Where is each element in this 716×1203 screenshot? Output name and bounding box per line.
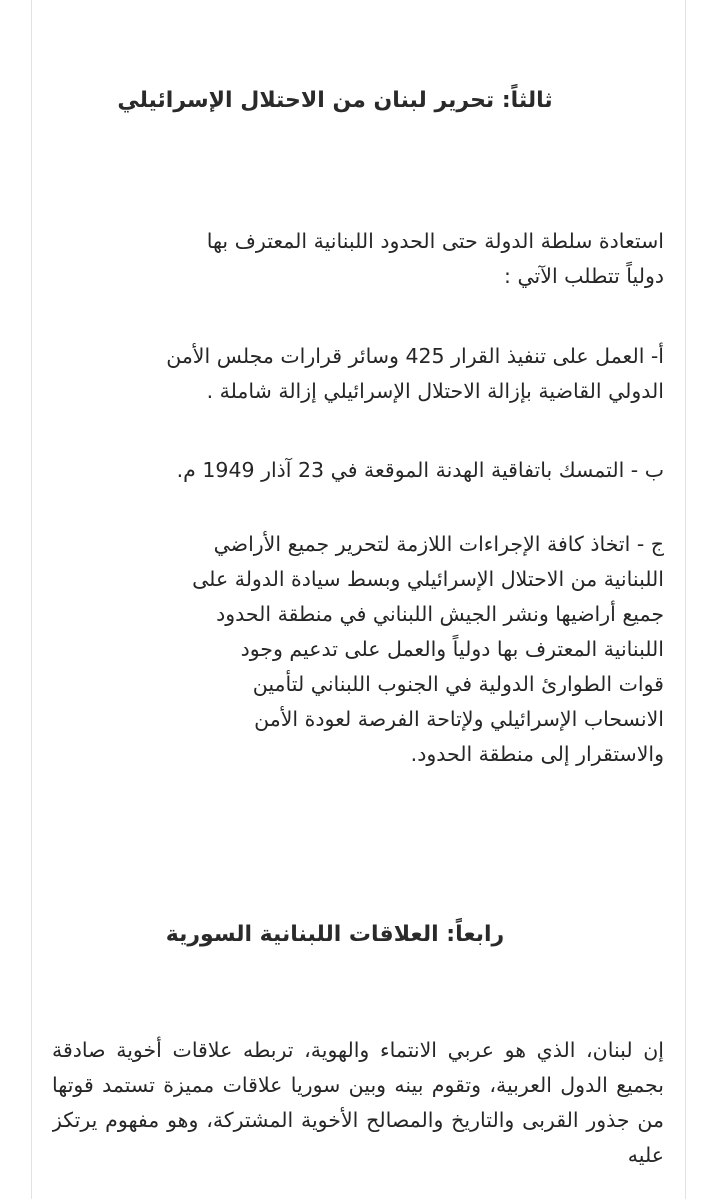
intro-paragraph <box>52 224 664 294</box>
section-heading-liberation: ثالثاً: تحرير لبنان من الاحتلال الإسرائيلي <box>117 88 553 113</box>
item-c-line-3: جميع أراضيها ونشر الجيش اللبناني في منطقة الحدود <box>216 602 664 626</box>
item-c-line-7: والاستقرار إلى منطقة الحدود. <box>410 742 664 766</box>
item-c-line-4: اللبنانية المعترف بها دولياً والعمل على تدعيم وجود <box>240 637 664 661</box>
section4-body-paragraph: إن لبنان، الذي هو عربي الانتماء والهوية، تربطه علاقات أخوية صادقة بجميع الدول العربية، وتقوم بينه وبين سوريا علاقات مميزة تستمد قوتها من جذور القربى والتاريخ والمصالح الأخوية المشتركة، وهو مفهوم يرتكز عليه <box>52 1038 664 1167</box>
section-heading-lebanese-syrian-relations: رابعاً: العلاقات اللبنانية السورية <box>165 922 505 947</box>
item-c-line-2: اللبنانية من الاحتلال الإسرائيلي وبسط سيادة الدولة على <box>192 567 664 591</box>
item-a-line-2: الدولي القاضية بإزالة الاحتلال الإسرائيلي إزالة شاملة . <box>206 379 664 403</box>
item-b-line-1: ب - التمسك باتفاقية الهدنة الموقعة في 23 آذار 1949 م. <box>176 458 664 482</box>
item-c-line-5: قوات الطوارئ الدولية في الجنوب اللبناني لتأمين <box>252 672 664 696</box>
intro-line-1: استعادة سلطة الدولة حتى الحدود اللبنانية المعترف بها <box>206 229 664 253</box>
item-c-line-6: الانسحاب الإسرائيلي ولإتاحة الفرصة لعودة الأمن <box>254 707 664 731</box>
intro-line-2: دولياً تتطلب الآتي : <box>504 264 664 288</box>
item-a-paragraph <box>52 339 664 409</box>
item-b-paragraph <box>52 453 664 488</box>
item-c-paragraph <box>52 527 664 772</box>
item-c-line-1: ج - اتخاذ كافة الإجراءات اللازمة لتحرير جميع الأراضي <box>213 532 664 556</box>
item-a-line-1: أ- العمل على تنفيذ القرار 425 وسائر قرارات مجلس الأمن <box>166 344 664 368</box>
